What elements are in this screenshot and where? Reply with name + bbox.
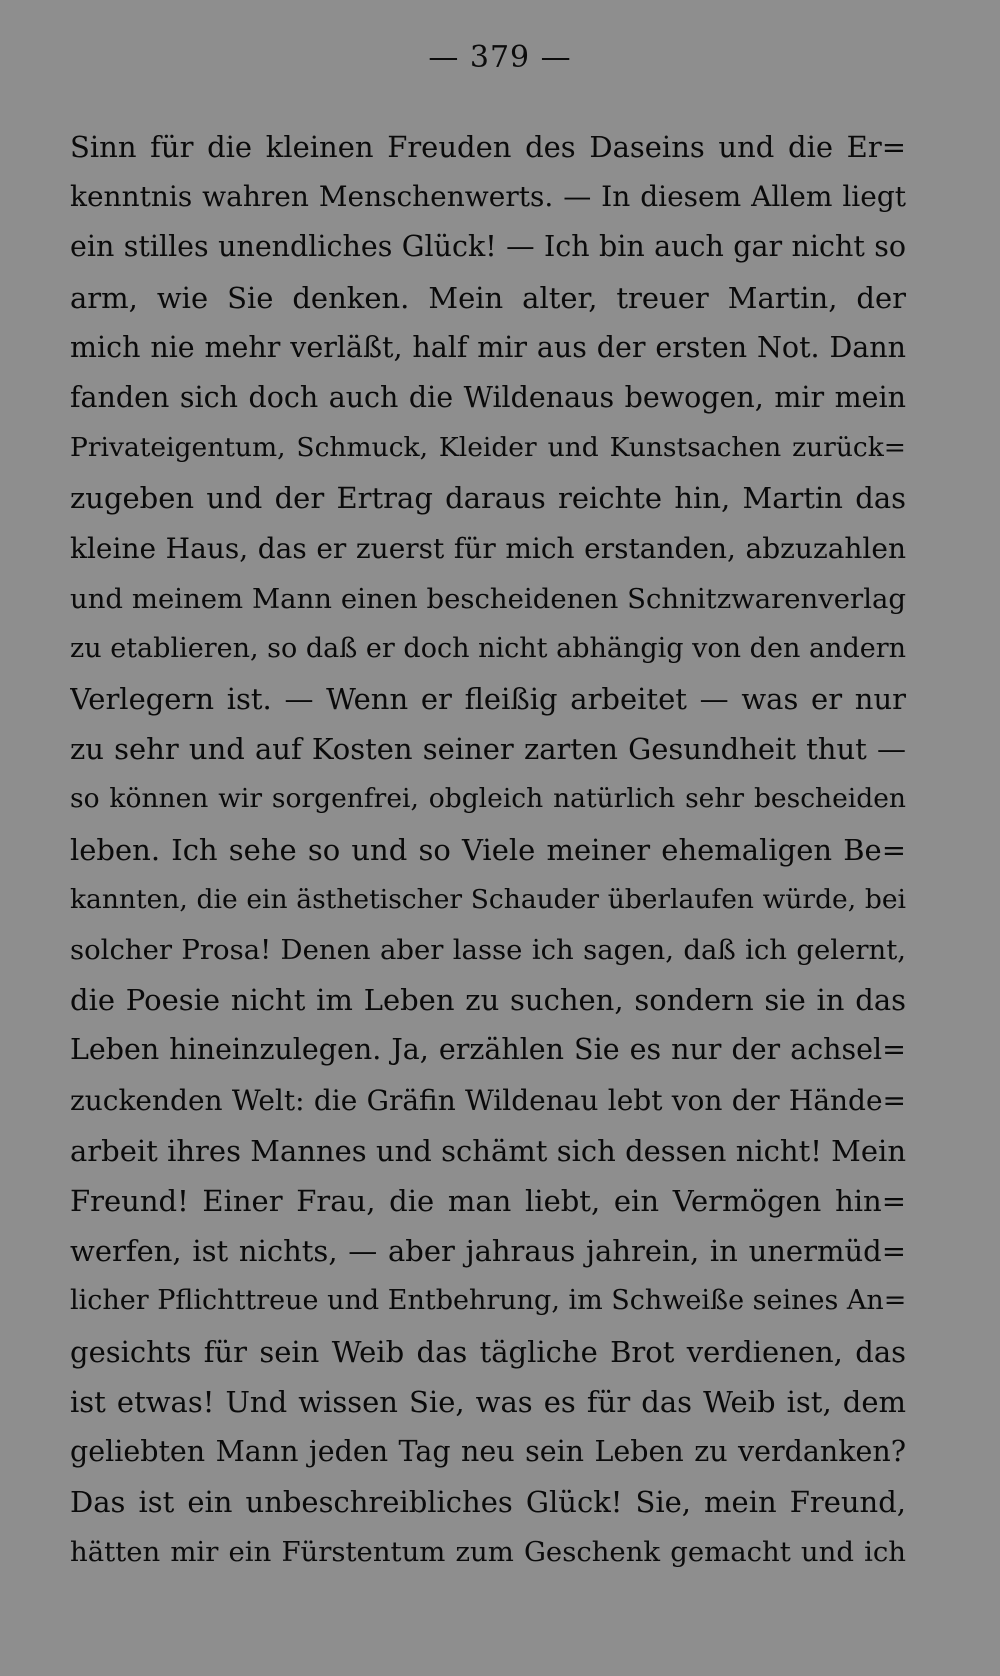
text-line: so können wir sorgenfrei, obgleich natürlich sehr bescheiden (70, 783, 906, 815)
text-line: ein stilles unendliches Glück! — Ich bin auch gar nicht so (70, 230, 906, 264)
text-line: die Poesie nicht im Leben zu suchen, sondern sie in das (70, 983, 906, 1018)
text-line: kannten, die ein ästhetischer Schauder überlaufen würde, bei (70, 883, 906, 915)
text-line: zugeben und der Ertrag daraus reichte hin, Martin das (70, 481, 906, 516)
text-line: hätten mir ein Fürstentum zum Geschenk gemacht und ich (70, 1536, 906, 1569)
text-line: kenntnis wahren Menschenwerts. — In diesem Allem liegt (70, 180, 906, 214)
text-line: Leben hineinzulegen. Ja, erzählen Sie es nur der achsel= (70, 1033, 906, 1067)
text-line: licher Pflichttreue und Entbehrung, im Schweiße seines An= (70, 1285, 906, 1317)
text-line: solcher Prosa! Denen aber lasse ich sagen, daß ich gelernt, (70, 934, 906, 966)
text-line: fanden sich doch auch die Wildenaus bewogen, mir mein (70, 380, 906, 414)
text-line: gesichts für sein Weib das tägliche Brot verdienen, das (70, 1334, 906, 1369)
text-line: und meinem Mann einen bescheidenen Schnitzwarenverlag (70, 582, 906, 615)
text-line: Das ist ein unbeschreibliches Glück! Sie, mein Freund, (70, 1485, 906, 1520)
text-line: Privateigentum, Schmuck, Kleider und Kunstsachen zurück= (70, 432, 906, 464)
text-line: mich nie mehr verläßt, half mir aus der ersten Not. Dann (70, 330, 906, 364)
text-line: werfen, ist nichts, — aber jahraus jahrein, in unermüd= (70, 1234, 906, 1269)
body-text (70, 122, 906, 1577)
text-line: zu sehr und auf Kosten seiner zarten Gesundheit thut — (70, 732, 906, 767)
page-number: — 379 — (428, 40, 572, 75)
text-line: arbeit ihres Mannes und schämt sich dessen nicht! Mein (70, 1133, 906, 1168)
text-line: kleine Haus, das er zuerst für mich erstanden, abzuzahlen (70, 531, 906, 565)
text-line: leben. Ich sehe so und so Viele meiner ehemaligen Be= (70, 832, 906, 867)
text-line: zu etablieren, so daß er doch nicht abhängig von den andern (70, 632, 906, 664)
text-line: Verlegern ist. — Wenn er fleißig arbeitet — was er nur (70, 682, 906, 717)
text-line: zuckenden Welt: die Gräfin Wildenau lebt von der Hände= (70, 1083, 906, 1117)
text-line: arm, wie Sie denken. Mein alter, treuer Martin, der (70, 280, 906, 315)
text-line: ist etwas! Und wissen Sie, was es für das Weib ist, dem (70, 1384, 906, 1419)
text-line: Sinn für die kleinen Freuden des Daseins und die Er= (70, 130, 906, 164)
text-line: Freund! Einer Frau, die man liebt, ein Vermögen hin= (70, 1183, 906, 1218)
text-line: geliebten Mann jeden Tag neu sein Leben zu verdanken? (70, 1434, 906, 1468)
